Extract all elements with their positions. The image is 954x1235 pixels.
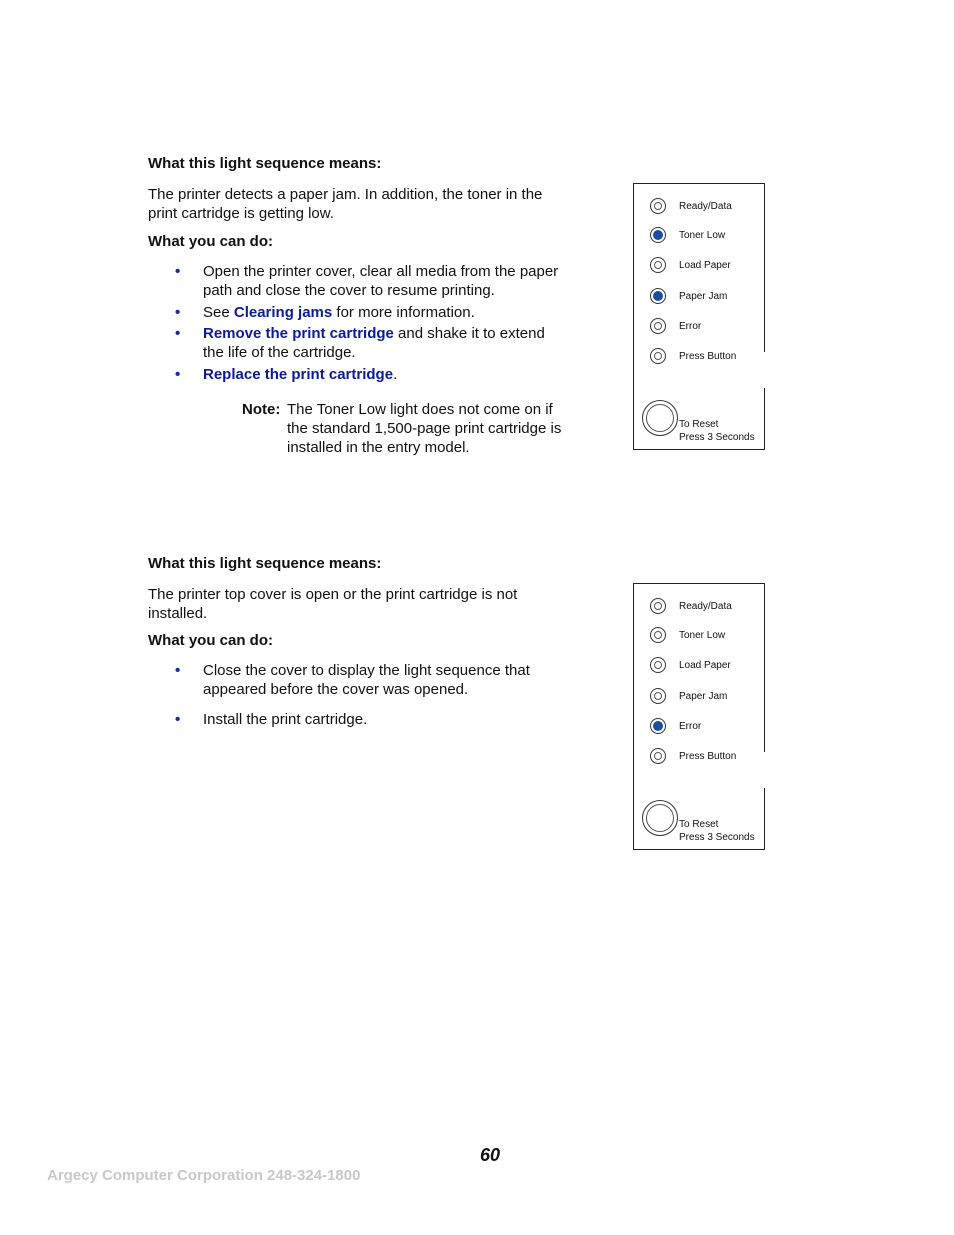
light-off-icon [650,748,666,764]
bullet-icon: • [175,304,181,321]
panel-light-paper-jam [650,288,760,308]
light-off-icon [650,627,666,643]
light-on-icon [650,288,666,304]
action-list [148,262,568,384]
panel-light-label: Toner Low [679,230,726,241]
panel-light-label: Load Paper [679,260,731,271]
note-text: The Toner Low light does not come on if the standard 1,500-page print cartridge is installed in the entry model. [287,401,562,456]
means-text: The printer detects a paper jam. In addition, the toner in the print cartridge is getting low. [148,186,543,222]
note-label: Note: [242,401,281,418]
do-heading: What you can do: [148,632,273,649]
means-heading: What this light sequence means: [148,155,382,172]
bullet-icon: • [175,263,181,280]
panel-light-label: Error [679,721,702,732]
do-heading: What you can do: [148,233,273,250]
panel-button-icon [642,400,678,436]
list-item: • Remove the print cartridge and shake it to extend the life of the cartridge. [175,325,545,361]
light-off-icon [650,198,666,214]
note [242,400,572,460]
list-item: • Replace the print cartridge. [175,366,398,383]
panel-light-ready-data [650,198,760,218]
bullet-icon: • [175,366,181,383]
bullet-icon: • [175,711,181,728]
link-clearing-jams[interactable]: Clearing jams [233,304,333,321]
light-off-icon [650,598,666,614]
panel-light-paper-jam [650,688,760,708]
panel-light-toner-low [650,627,760,647]
light-off-icon [650,318,666,334]
light-off-icon [650,257,666,273]
footer-text: Argecy Computer Corporation 248-324-1800 [47,1167,361,1184]
light-on-icon [650,227,666,243]
panel-light-toner-low [650,227,760,247]
list-item: • See Clearing jams for more information. [175,304,475,321]
reset-instructions: To Reset Press 3 Seconds [679,819,755,843]
list-item: • Install the print cartridge. [175,711,368,728]
page-number: 60 [479,1145,501,1165]
operator-panel-diagram [633,583,765,850]
light-off-icon [650,688,666,704]
section-paper-jam-toner-low [148,155,568,384]
panel-light-load-paper [650,657,760,677]
means-text: The printer top cover is open or the print cartridge is not installed. [148,586,518,622]
panel-light-label: Error [679,321,702,332]
section-cover-open [148,555,568,729]
panel-light-label: Load Paper [679,660,731,671]
list-item: • Open the printer cover, clear all media from the paper path and close the cover to resume printing. [175,263,559,299]
operator-panel-diagram [633,183,765,450]
panel-light-label: Press Button [679,751,737,762]
panel-light-label: Ready/Data [679,601,732,612]
light-on-icon [650,718,666,734]
panel-light-error [650,318,760,338]
panel-light-ready-data [650,598,760,618]
panel-light-press-button [650,748,760,768]
bullet-icon: • [175,325,181,342]
panel-light-label: Toner Low [679,630,726,641]
panel-button-icon [642,800,678,836]
panel-light-label: Ready/Data [679,201,732,212]
bullet-icon: • [175,662,181,679]
panel-light-error [650,718,760,738]
link-remove-print-cartridge[interactable]: Remove the print cartridge [203,325,394,342]
means-heading: What this light sequence means: [148,555,382,572]
link-replace-print-cartridge[interactable]: Replace the print cartridge [203,366,394,383]
reset-instructions: To Reset Press 3 Seconds [679,419,755,443]
panel-light-label: Paper Jam [679,291,728,302]
list-item: • Close the cover to display the light sequence that appeared before the cover was opened. [175,662,530,698]
panel-light-label: Paper Jam [679,691,728,702]
panel-light-label: Press Button [679,351,737,362]
panel-light-load-paper [650,257,760,277]
panel-light-press-button [650,348,760,368]
light-off-icon [650,657,666,673]
action-list [148,661,568,729]
light-off-icon [650,348,666,364]
